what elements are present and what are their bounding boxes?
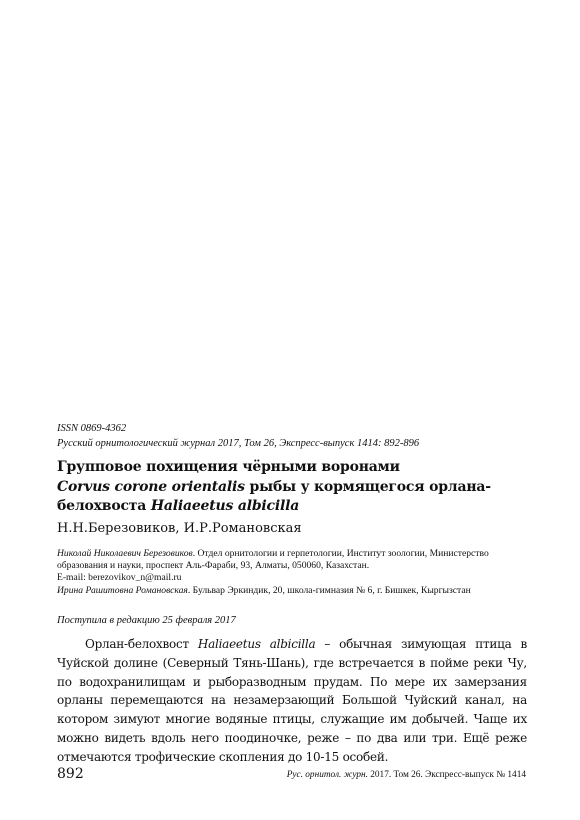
title-part2: рыбы у кормящегося орлана-белохвоста <box>57 478 491 514</box>
journal-citation: Русский орнитологический журнал 2017, Том 26, Экспресс-выпуск 1414: 892-896 <box>57 438 420 449</box>
issn-line: ISSN 0869-4362 <box>57 423 127 434</box>
author1-name: Николай Николаевич Березовиков <box>57 548 193 559</box>
article-title <box>57 458 527 517</box>
author1-address: . Отдел орнитологии и герпетологии, Институт зоологии, Министерство образования и науки, проспект Аль-Фараби, 93, Алматы, 050060, Казахстан. <box>57 548 489 572</box>
affiliations <box>57 548 527 597</box>
affiliation-2 <box>57 585 527 597</box>
received-date: Поступила в редакцию 25 февраля 2017 <box>57 615 236 626</box>
footer-journal: Рус. орнитол. журн. <box>286 770 368 780</box>
author-email: E-mail: berezovikov_n@mail.ru <box>57 572 182 584</box>
body-start: Орлан-белохвост <box>85 637 198 651</box>
body-paragraph <box>57 635 527 767</box>
author2-name: Ирина Рашитовна Романовская <box>57 584 188 596</box>
footer-issue: 2017. Том 26. Экспресс-выпуск № 1414 <box>367 770 526 780</box>
authors: Н.Н.Березовиков, И.Р.Романовская <box>57 521 302 536</box>
body-species: Haliaeetus albicilla <box>197 637 316 651</box>
page-number: 892 <box>57 766 84 782</box>
running-footer <box>287 770 526 780</box>
title-species1: Corvus corone orientalis <box>57 478 245 495</box>
body-rest: – обычная зимующая птица в Чуйской долине (Северный Тянь-Шань), где встречается в пойме реки Чу, по водохранилищам и рыборазводным прудам. По мере их замерзания орланы перемещаются на незамерзающий Большой Чуйский канал, на котором зимуют многие водяные птицы, служащие им добычей. Чаще их можно видеть вдоль него поодиночке, реже – по два или три. Ещё реже отмечаются трофические скопления до 10-15 особей. <box>57 637 527 764</box>
title-species2: Haliaeetus albicilla <box>150 498 300 514</box>
affiliation-1 <box>57 548 527 572</box>
author2-address: . Бульвар Эркиндик, 20, школа-гимназия № 6, г. Бишкек, Кыргызстан <box>187 584 471 596</box>
title-part1: Групповое похищения чёрными воронами <box>57 459 400 475</box>
journal-header <box>57 421 527 451</box>
